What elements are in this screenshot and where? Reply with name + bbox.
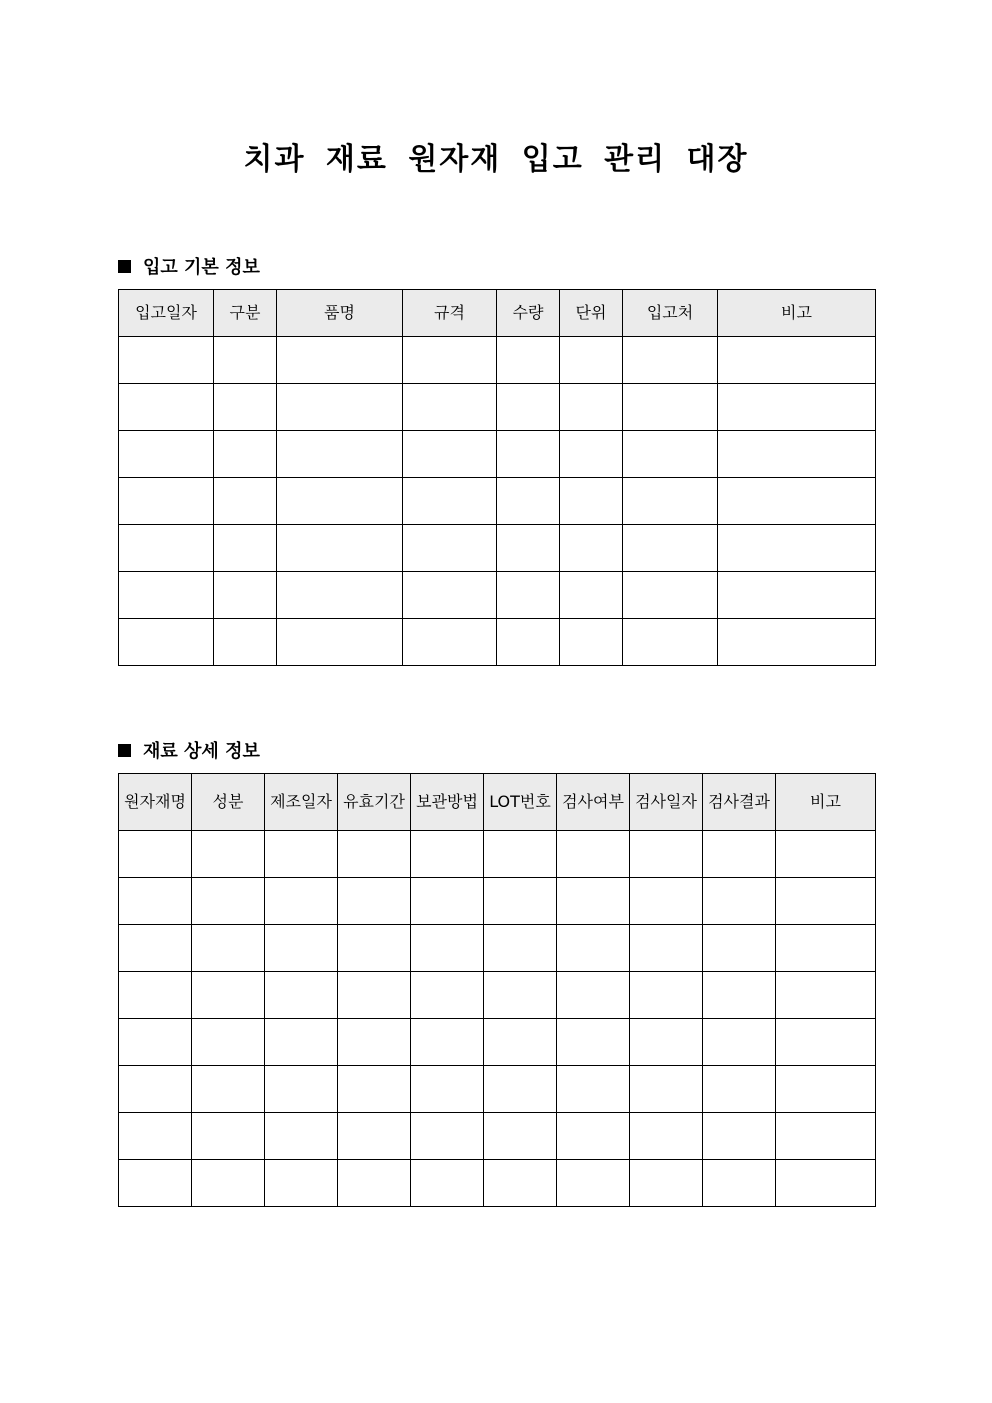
- table-cell[interactable]: [192, 972, 265, 1019]
- table-cell[interactable]: [265, 925, 338, 972]
- table-cell[interactable]: [403, 384, 497, 431]
- table-cell[interactable]: [119, 384, 214, 431]
- table-cell[interactable]: [497, 478, 560, 525]
- table-cell[interactable]: [703, 972, 776, 1019]
- table-cell[interactable]: [557, 1019, 630, 1066]
- table-cell[interactable]: [623, 478, 718, 525]
- table-cell[interactable]: [484, 878, 557, 925]
- column-header-supplier: 입고처: [623, 290, 718, 337]
- table-cell[interactable]: [119, 925, 192, 972]
- table-cell[interactable]: [557, 972, 630, 1019]
- table-cell[interactable]: [277, 337, 403, 384]
- table-cell[interactable]: [484, 831, 557, 878]
- table-cell[interactable]: [703, 1019, 776, 1066]
- column-header-spec: 규격: [403, 290, 497, 337]
- table-cell[interactable]: [192, 1113, 265, 1160]
- table-cell[interactable]: [265, 1113, 338, 1160]
- table-cell[interactable]: [703, 831, 776, 878]
- table-cell[interactable]: [338, 831, 411, 878]
- table-cell[interactable]: [119, 525, 214, 572]
- table-cell[interactable]: [718, 337, 876, 384]
- table-cell[interactable]: [119, 478, 214, 525]
- table-cell[interactable]: [214, 384, 277, 431]
- column-header-receipt-date: 입고일자: [119, 290, 214, 337]
- table-cell[interactable]: [776, 1066, 876, 1113]
- table-cell[interactable]: [265, 1019, 338, 1066]
- column-header-remarks: 비고: [776, 774, 876, 831]
- table-cell[interactable]: [119, 1160, 192, 1207]
- material-detail-table: [118, 773, 876, 1207]
- column-header-material-name: 원자재명: [119, 774, 192, 831]
- table-cell[interactable]: [338, 1113, 411, 1160]
- table-cell[interactable]: [338, 878, 411, 925]
- table-cell[interactable]: [411, 1019, 484, 1066]
- table-cell[interactable]: [403, 337, 497, 384]
- table-cell[interactable]: [192, 831, 265, 878]
- table-cell[interactable]: [623, 384, 718, 431]
- column-header-quantity: 수량: [497, 290, 560, 337]
- table-cell[interactable]: [277, 431, 403, 478]
- table-cell[interactable]: [630, 1113, 703, 1160]
- square-bullet-icon: [118, 260, 131, 273]
- table-cell[interactable]: [119, 572, 214, 619]
- table-row: [119, 572, 876, 619]
- table-cell[interactable]: [718, 572, 876, 619]
- table-cell[interactable]: [214, 478, 277, 525]
- table-cell[interactable]: [776, 831, 876, 878]
- table-cell[interactable]: [338, 1066, 411, 1113]
- table-cell[interactable]: [776, 1019, 876, 1066]
- table-cell[interactable]: [411, 1113, 484, 1160]
- table-cell[interactable]: [403, 572, 497, 619]
- table-cell[interactable]: [338, 1160, 411, 1207]
- column-header-unit: 단위: [560, 290, 623, 337]
- table-cell[interactable]: [560, 384, 623, 431]
- table-cell[interactable]: [776, 972, 876, 1019]
- table-header-row: [119, 774, 876, 831]
- table-cell[interactable]: [560, 478, 623, 525]
- table-cell[interactable]: [403, 525, 497, 572]
- table-row: [119, 478, 876, 525]
- table-cell[interactable]: [623, 525, 718, 572]
- table-cell[interactable]: [192, 1160, 265, 1207]
- table-cell[interactable]: [277, 572, 403, 619]
- table-cell[interactable]: [411, 925, 484, 972]
- table-cell[interactable]: [623, 619, 718, 666]
- table-cell[interactable]: [338, 925, 411, 972]
- square-bullet-icon: [118, 744, 131, 757]
- table-cell[interactable]: [411, 831, 484, 878]
- table-cell[interactable]: [484, 1019, 557, 1066]
- table-cell[interactable]: [623, 337, 718, 384]
- column-header-manufacture-date: 제조일자: [265, 774, 338, 831]
- table-cell[interactable]: [776, 1113, 876, 1160]
- table-cell[interactable]: [411, 972, 484, 1019]
- table-cell[interactable]: [119, 1113, 192, 1160]
- table-cell[interactable]: [119, 1019, 192, 1066]
- table-cell[interactable]: [630, 831, 703, 878]
- table-cell[interactable]: [497, 384, 560, 431]
- table-cell[interactable]: [703, 1113, 776, 1160]
- table-cell[interactable]: [214, 572, 277, 619]
- table-cell[interactable]: [484, 972, 557, 1019]
- table-cell[interactable]: [718, 431, 876, 478]
- table-cell[interactable]: [703, 925, 776, 972]
- column-header-ingredient: 성분: [192, 774, 265, 831]
- table-cell[interactable]: [277, 525, 403, 572]
- table-row: [119, 1160, 876, 1207]
- table-cell[interactable]: [497, 525, 560, 572]
- section-heading-basic: [118, 253, 260, 279]
- table-cell[interactable]: [623, 431, 718, 478]
- table-cell[interactable]: [214, 431, 277, 478]
- table-cell[interactable]: [119, 619, 214, 666]
- table-cell[interactable]: [265, 1066, 338, 1113]
- basic-info-table: [118, 289, 876, 666]
- document-title: 치과 재료 원자재 입고 관리 대장: [243, 142, 749, 177]
- table-cell[interactable]: [277, 384, 403, 431]
- table-row: [119, 1113, 876, 1160]
- table-cell[interactable]: [119, 878, 192, 925]
- table-cell[interactable]: [265, 1160, 338, 1207]
- table-cell[interactable]: [557, 831, 630, 878]
- table-cell[interactable]: [497, 337, 560, 384]
- column-header-category: 구분: [214, 290, 277, 337]
- column-header-remarks: 비고: [718, 290, 876, 337]
- table-row: [119, 619, 876, 666]
- table-cell[interactable]: [776, 878, 876, 925]
- table-row: [119, 384, 876, 431]
- table-cell[interactable]: [403, 431, 497, 478]
- table-cell[interactable]: [560, 619, 623, 666]
- table-cell[interactable]: [560, 337, 623, 384]
- table-cell[interactable]: [630, 878, 703, 925]
- table-cell[interactable]: [119, 831, 192, 878]
- table-row: [119, 1066, 876, 1113]
- table-cell[interactable]: [338, 1019, 411, 1066]
- table-cell[interactable]: [484, 1066, 557, 1113]
- table-cell[interactable]: [630, 972, 703, 1019]
- column-header-inspection-date: 검사일자: [630, 774, 703, 831]
- table-cell[interactable]: [703, 878, 776, 925]
- table-cell[interactable]: [119, 431, 214, 478]
- column-header-storage-method: 보관방법: [411, 774, 484, 831]
- table-cell[interactable]: [560, 431, 623, 478]
- table-cell[interactable]: [776, 1160, 876, 1207]
- table-cell[interactable]: [630, 1066, 703, 1113]
- column-header-lot-number: LOT번호: [484, 774, 557, 831]
- table-cell[interactable]: [557, 1160, 630, 1207]
- table-cell[interactable]: [484, 925, 557, 972]
- table-cell[interactable]: [560, 525, 623, 572]
- table-row: [119, 972, 876, 1019]
- table-cell[interactable]: [630, 1160, 703, 1207]
- column-header-inspected: 검사여부: [557, 774, 630, 831]
- table-cell[interactable]: [214, 337, 277, 384]
- table-cell[interactable]: [119, 972, 192, 1019]
- table-cell[interactable]: [411, 878, 484, 925]
- table-cell[interactable]: [718, 384, 876, 431]
- table-cell[interactable]: [411, 1066, 484, 1113]
- table-cell[interactable]: [277, 619, 403, 666]
- table-row: [119, 525, 876, 572]
- table-cell[interactable]: [119, 337, 214, 384]
- table-cell[interactable]: [718, 619, 876, 666]
- section-heading-detail-text: 재료 상세 정보: [143, 741, 260, 762]
- table-cell[interactable]: [623, 572, 718, 619]
- table-row: [119, 925, 876, 972]
- table-cell[interactable]: [403, 478, 497, 525]
- section-heading-detail: [118, 737, 260, 763]
- table-cell[interactable]: [338, 972, 411, 1019]
- table-cell[interactable]: [265, 878, 338, 925]
- table-cell[interactable]: [557, 925, 630, 972]
- table-cell[interactable]: [497, 431, 560, 478]
- column-header-inspection-result: 검사결과: [703, 774, 776, 831]
- table-cell[interactable]: [192, 878, 265, 925]
- table-cell[interactable]: [119, 1066, 192, 1113]
- table-cell[interactable]: [776, 925, 876, 972]
- table-cell[interactable]: [484, 1113, 557, 1160]
- table-cell[interactable]: [403, 619, 497, 666]
- column-header-expiry: 유효기간: [338, 774, 411, 831]
- table-row: [119, 878, 876, 925]
- column-header-item-name: 품명: [277, 290, 403, 337]
- table-cell[interactable]: [214, 619, 277, 666]
- table-cell[interactable]: [411, 1160, 484, 1207]
- table-cell[interactable]: [484, 1160, 557, 1207]
- table-cell[interactable]: [265, 831, 338, 878]
- table-cell[interactable]: [557, 1066, 630, 1113]
- table-cell[interactable]: [630, 925, 703, 972]
- table-row: [119, 1019, 876, 1066]
- table-cell[interactable]: [277, 478, 403, 525]
- table-cell[interactable]: [718, 478, 876, 525]
- table-cell[interactable]: [265, 972, 338, 1019]
- table-cell[interactable]: [192, 925, 265, 972]
- table-row: [119, 337, 876, 384]
- table-cell[interactable]: [214, 525, 277, 572]
- table-cell[interactable]: [192, 1019, 265, 1066]
- section-heading-basic-text: 입고 기본 정보: [143, 257, 260, 278]
- table-cell[interactable]: [718, 525, 876, 572]
- table-cell[interactable]: [630, 1019, 703, 1066]
- table-cell[interactable]: [703, 1066, 776, 1113]
- table-row: [119, 831, 876, 878]
- table-cell[interactable]: [703, 1160, 776, 1207]
- table-row: [119, 431, 876, 478]
- table-cell[interactable]: [497, 572, 560, 619]
- table-cell[interactable]: [557, 1113, 630, 1160]
- table-cell[interactable]: [557, 878, 630, 925]
- table-cell[interactable]: [497, 619, 560, 666]
- table-cell[interactable]: [192, 1066, 265, 1113]
- table-header-row: [119, 290, 876, 337]
- table-cell[interactable]: [560, 572, 623, 619]
